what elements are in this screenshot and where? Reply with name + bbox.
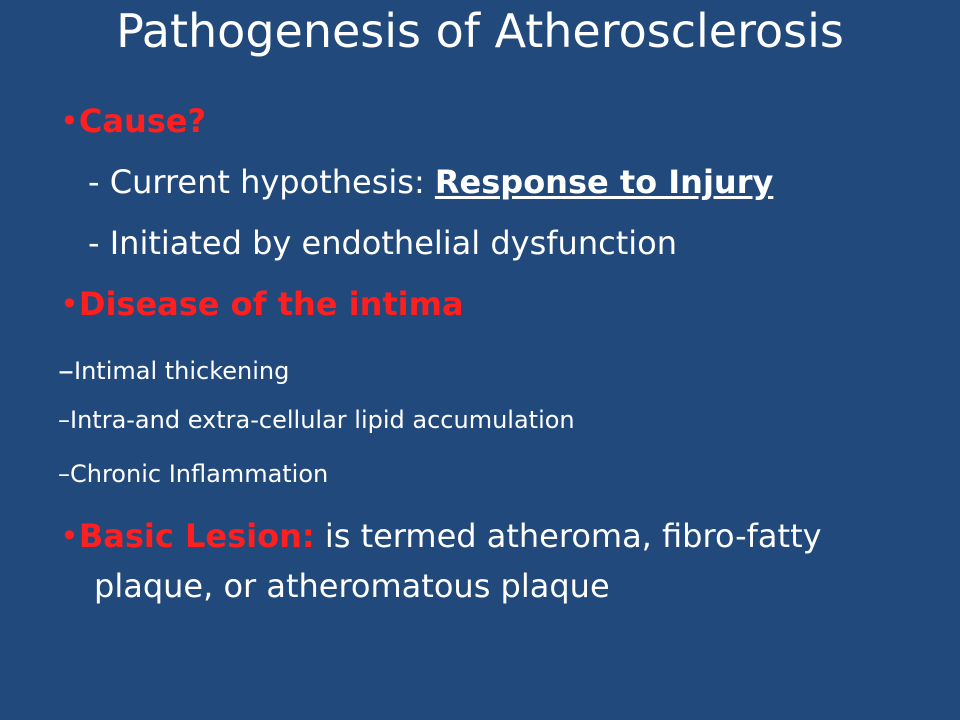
intima-heading: Disease of the intima	[78, 285, 464, 323]
intima-item	[58, 351, 290, 389]
dash-marker: –	[58, 406, 70, 434]
cause-heading: Cause?	[78, 102, 207, 140]
intima-item-text: Chronic Inflammation	[70, 460, 329, 488]
slide-title: Pathogenesis of Atherosclerosis	[116, 4, 844, 58]
hypothesis-line	[88, 163, 774, 201]
dash-marker: –	[58, 460, 70, 488]
initiated-line: - Initiated by endothelial dysfunction	[88, 224, 677, 262]
lesion-bullet	[60, 517, 822, 555]
bullet-marker: •	[60, 102, 79, 140]
dash-marker: –	[58, 351, 74, 389]
intima-item	[58, 462, 328, 486]
lesion-heading: Basic Lesion:	[78, 517, 315, 555]
intima-item-text: Intra-and extra-cellular lipid accumulation	[70, 406, 575, 434]
intima-bullet	[60, 285, 464, 323]
bullet-marker: •	[60, 517, 79, 555]
intima-item-text: Intimal thickening	[74, 357, 290, 385]
lesion-text: is termed atheroma, fibro-fatty	[314, 517, 822, 555]
bullet-marker: •	[60, 285, 79, 323]
hypothesis-value: Response to Injury	[434, 163, 774, 201]
intima-item	[58, 408, 575, 432]
cause-bullet	[60, 102, 207, 140]
hypothesis-prefix: - Current hypothesis:	[88, 163, 435, 201]
lesion-text-continued: plaque, or atheromatous plaque	[94, 567, 610, 605]
